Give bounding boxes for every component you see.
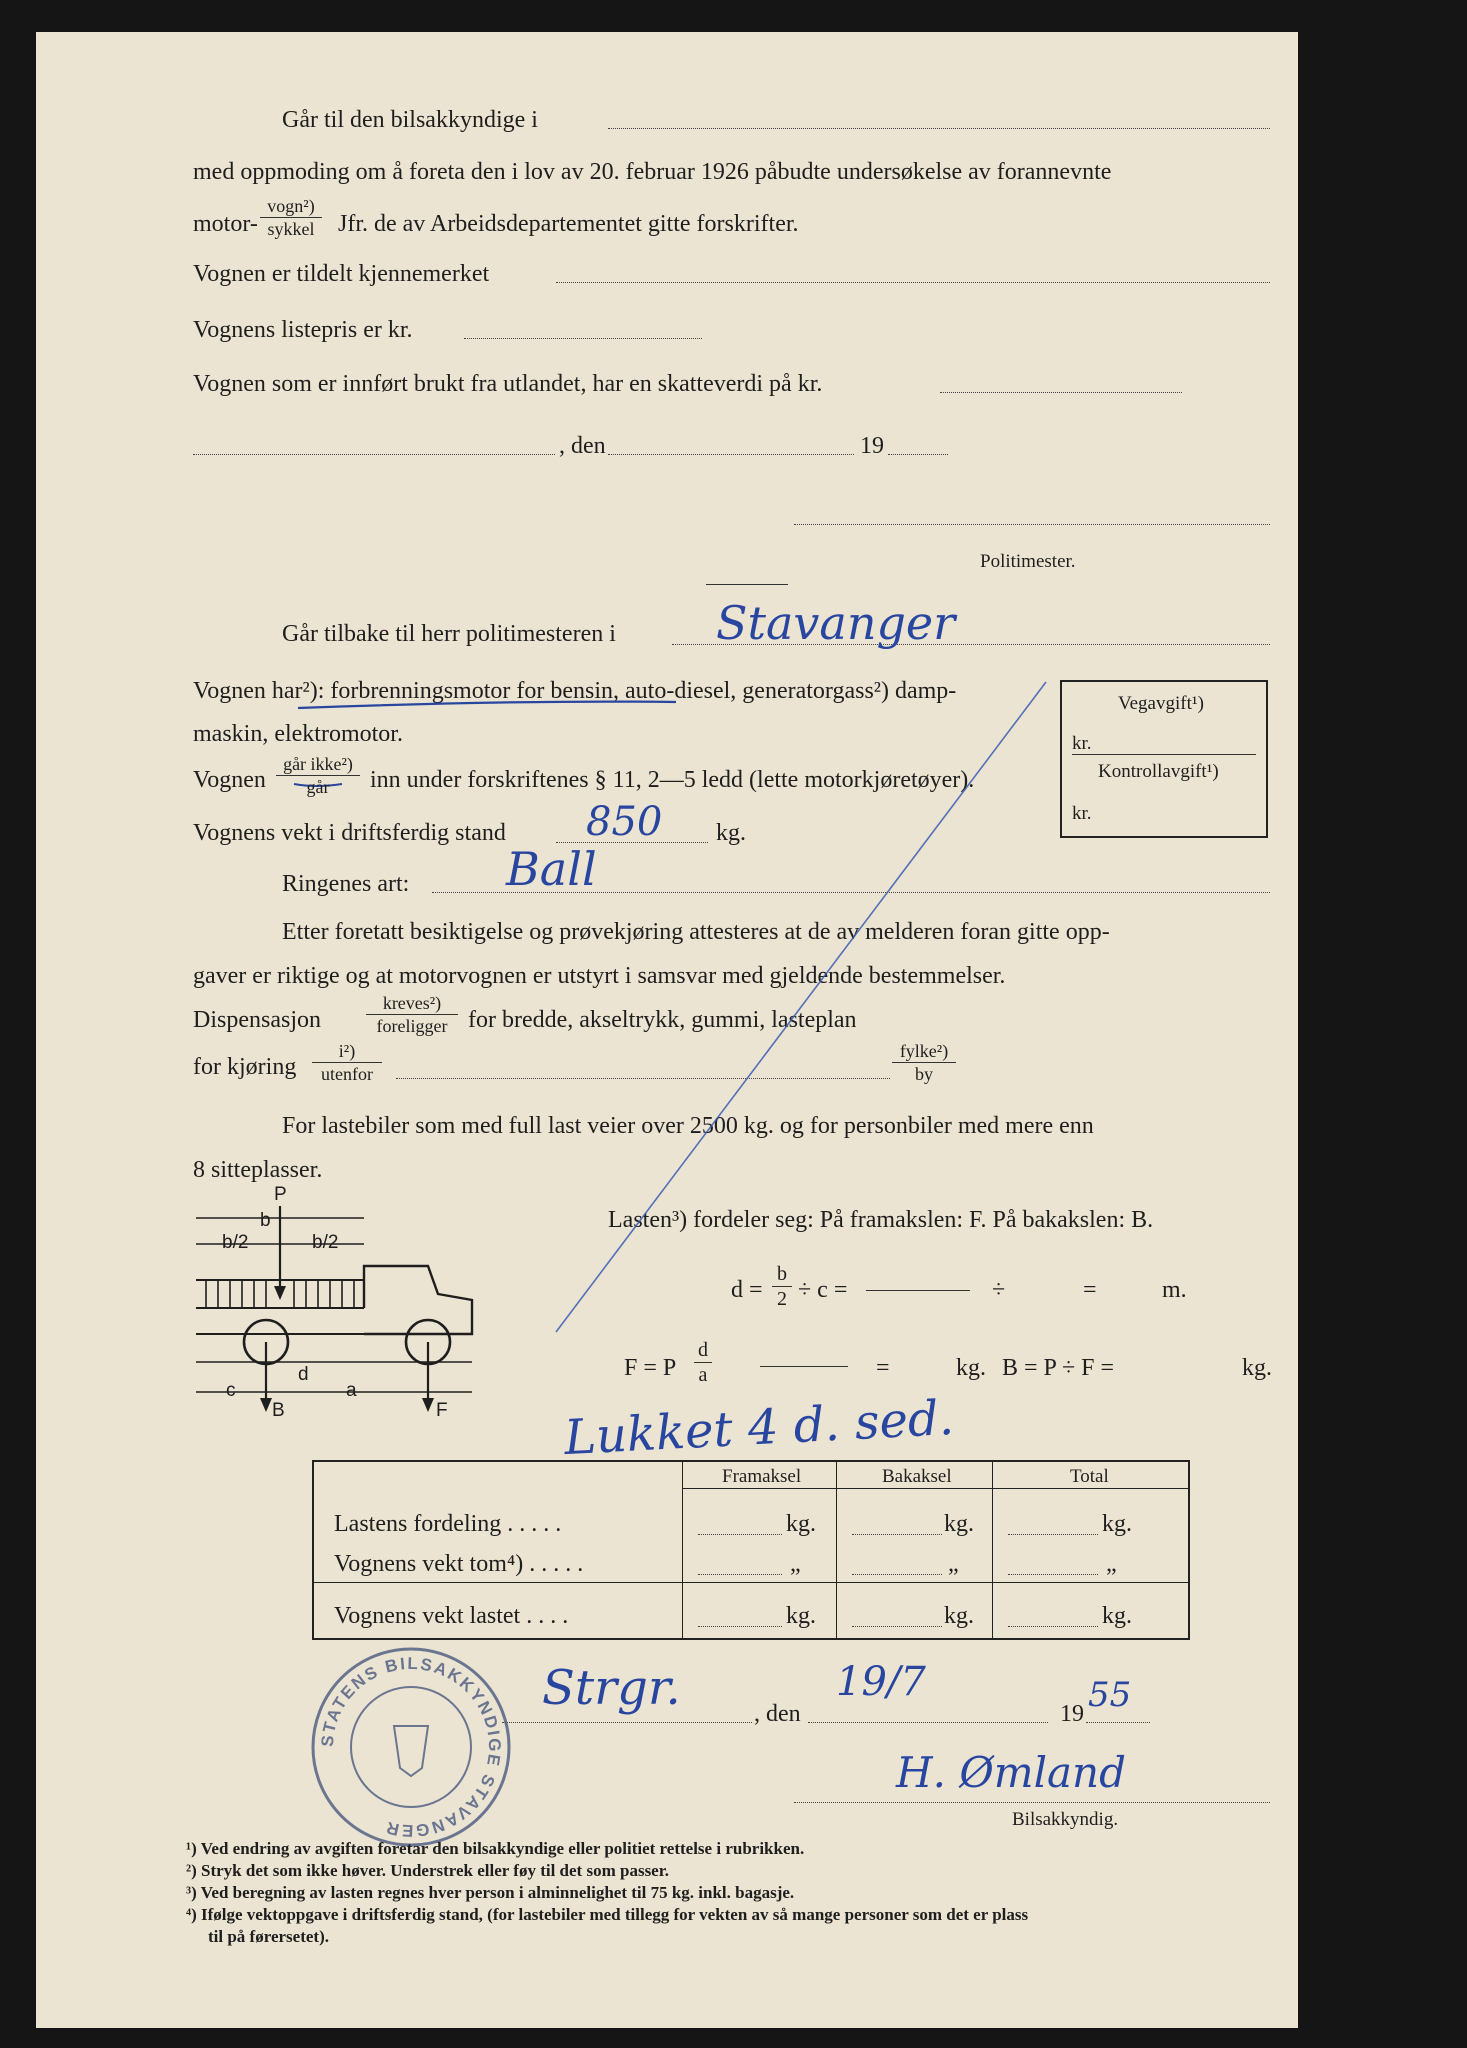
fylke-frac-bottom: by [915, 1064, 933, 1084]
skatteverdi-label: Vognen som er innført brukt fra utlandet, har en skatteverdi på kr. [193, 371, 823, 397]
lastebiler-line1: For lastebiler som med full last veier over 2500 kg. og for personbiler med mere enn [282, 1113, 1094, 1139]
attest-line1: Etter foretatt besiktigelse og prøvekjøring attesteres at de av melderen foran gitte opp- [282, 919, 1110, 945]
table-header-bakaksel: Bakaksel [882, 1466, 952, 1487]
d-equals: = [1083, 1277, 1097, 1303]
politimester-label: Politimester. [980, 551, 1076, 572]
table-cell-unit: „ [1106, 1551, 1117, 1577]
disp-prefix: Dispensasjon [193, 1007, 321, 1033]
f-frac-top: d [694, 1340, 712, 1363]
table-row-label: Vognens vekt lastet . . . . [334, 1603, 569, 1629]
d-formula-mid: ÷ c = [798, 1277, 848, 1303]
date-handwritten: 19/7 [836, 1659, 926, 1705]
vegavgift-label: Vegavgift¹) [1118, 693, 1204, 714]
city-handwritten: Stavanger [716, 596, 956, 650]
f-kg: kg. [956, 1355, 986, 1381]
diagram-p-label: P [274, 1184, 287, 1205]
d-frac-bottom: 2 [777, 1288, 787, 1310]
signature-den-label: , den [754, 1701, 801, 1727]
stamp-text: STATENS BILSAKKYNDIGE STAVANGER [317, 1653, 505, 1841]
table-row-label: Lastens fordeling . . . . . [334, 1511, 562, 1537]
footnote-3: ³) Ved beregning av lasten regnes hver person i alminnelighet til 75 kg. inkl. bagasje. [186, 1883, 795, 1902]
place-handwritten: Strgr. [542, 1660, 681, 1716]
motor-type-line2: maskin, elektromotor. [193, 721, 403, 747]
motor-frac-top: vogn²) [260, 197, 322, 218]
diagram-a-label: a [346, 1380, 357, 1401]
f-formula-left: F = P [624, 1355, 677, 1381]
diagram-b-half-1: b/2 [222, 1232, 249, 1253]
diagonal-pen-stroke [36, 32, 1298, 2028]
table-row-label: Vognens vekt tom⁴) . . . . . [334, 1551, 584, 1577]
table-header-total: Total [1070, 1466, 1109, 1487]
footnote-2: ²) Stryk det som ikke høver. Understrek eller føy til det som passer. [186, 1861, 669, 1880]
table-cell-unit: „ [948, 1551, 959, 1577]
vekt-label: Vognens vekt i driftsferdig stand [193, 820, 506, 846]
gaar-tilbake-label: Går tilbake til herr politimesteren i [282, 621, 616, 647]
listepris-label: Vognens listepris er kr. [193, 317, 413, 343]
gaar-suffix: inn under forskriftenes § 11, 2—5 ledd (lette motorkjøretøyer). [370, 767, 975, 793]
disp-suffix: for bredde, akseltrykk, gummi, lasteplan [468, 1007, 857, 1033]
motor-frac-bottom: sykkel [267, 219, 315, 239]
f-frac-bottom: a [698, 1364, 708, 1386]
d-formula-left: d = [731, 1277, 763, 1303]
oppmoding-text: med oppmoding om å foreta den i lov av 20. februar 1926 påbudte undersøkelse av forannevnte [193, 159, 1112, 185]
gaar-prefix: Vognen [193, 767, 266, 793]
signature-year-prefix: 19 [1060, 1701, 1084, 1727]
d-frac-top: b [772, 1264, 792, 1287]
footnote-4-continued: til på førersetet). [208, 1927, 329, 1946]
lasten-line: Lasten³) fordeler seg: På framakslen: F. På bakakslen: B. [608, 1207, 1154, 1233]
diagram-F-label: F [436, 1400, 448, 1421]
header-den-label: , den [559, 433, 606, 459]
kjennemerke-label: Vognen er tildelt kjennemerket [193, 261, 490, 287]
diagram-c-label: c [226, 1380, 236, 1401]
handwritten-note: Lukket 4 d. sed. [562, 1389, 956, 1467]
table-cell-unit: kg. [1102, 1511, 1132, 1537]
vekt-value: 850 [586, 799, 663, 845]
ringenes-label: Ringenes art: [282, 871, 410, 897]
table-cell-unit: kg. [944, 1511, 974, 1537]
vekt-unit: kg. [716, 820, 746, 846]
table-cell-unit: kg. [786, 1603, 816, 1629]
gaar-til-label: Går til den bilsakkyndige i [282, 107, 538, 133]
fee-kr1-label: kr. [1072, 733, 1092, 754]
ringenes-value: Ball [506, 842, 597, 896]
header-year-label: 19 [860, 433, 884, 459]
kjoring-frac-bottom: utenfor [321, 1064, 373, 1084]
kjoring-prefix: for kjøring [193, 1054, 297, 1080]
b-kg: kg. [1242, 1355, 1272, 1381]
fee-kr2-label: kr. [1072, 803, 1092, 824]
attest-line2: gaver er riktige og at motorvognen er utstyrt i samsvar med gjeldende bestemmelser. [193, 963, 1006, 989]
lastebiler-line2: 8 sitteplasser. [193, 1157, 323, 1183]
table-cell-unit: kg. [944, 1603, 974, 1629]
motor-suffix: Jfr. de av Arbeidsdepartementet gitte forskrifter. [338, 211, 799, 237]
table-cell-unit: kg. [1102, 1603, 1132, 1629]
motor-prefix: motor- [193, 211, 258, 237]
f-equals: = [876, 1355, 890, 1381]
bilsakkyndig-label: Bilsakkyndig. [1012, 1809, 1119, 1830]
d-div-symbol: ÷ [992, 1277, 1006, 1303]
motor-type-line1: Vognen har²): forbrenningsmotor for bensin, auto-diesel, generatorgass²) damp- [193, 678, 957, 704]
b-formula: B = P ÷ F = [1002, 1355, 1115, 1381]
kontrollavgift-label: Kontrollavgift¹) [1098, 761, 1219, 782]
year-handwritten: 55 [1088, 1675, 1132, 1715]
gaar-frac-top: går ikke²) [276, 755, 360, 776]
diagram-d-label: d [298, 1364, 309, 1385]
fylke-frac-top: fylke²) [892, 1042, 956, 1063]
d-m-unit: m. [1162, 1277, 1187, 1303]
diagram-b-half-2: b/2 [312, 1232, 339, 1253]
diagram-b-label: b [260, 1210, 271, 1231]
footnote-4: ⁴) Ifølge vektoppgave i driftsferdig stand, (for lastebiler med tillegg for vekten av så mange personer som det er plass [186, 1905, 1029, 1924]
kjoring-frac-top: i²) [312, 1042, 382, 1063]
diagram-B-label: B [272, 1400, 285, 1421]
table-header-framaksel: Framaksel [722, 1466, 802, 1487]
gaar-frac-bottom: går [306, 777, 330, 797]
document-page [36, 32, 1298, 2028]
table-cell-unit: kg. [786, 1511, 816, 1537]
table-cell-unit: „ [790, 1551, 801, 1577]
disp-frac-bottom: foreligger [376, 1016, 448, 1036]
disp-frac-top: kreves²) [366, 994, 458, 1015]
footnote-1: ¹) Ved endring av avgiften foretar den bilsakkyndige eller politiet rettelse i rubrikken. [186, 1839, 805, 1858]
signature-handwritten: H. Ømland [896, 1748, 1126, 1797]
